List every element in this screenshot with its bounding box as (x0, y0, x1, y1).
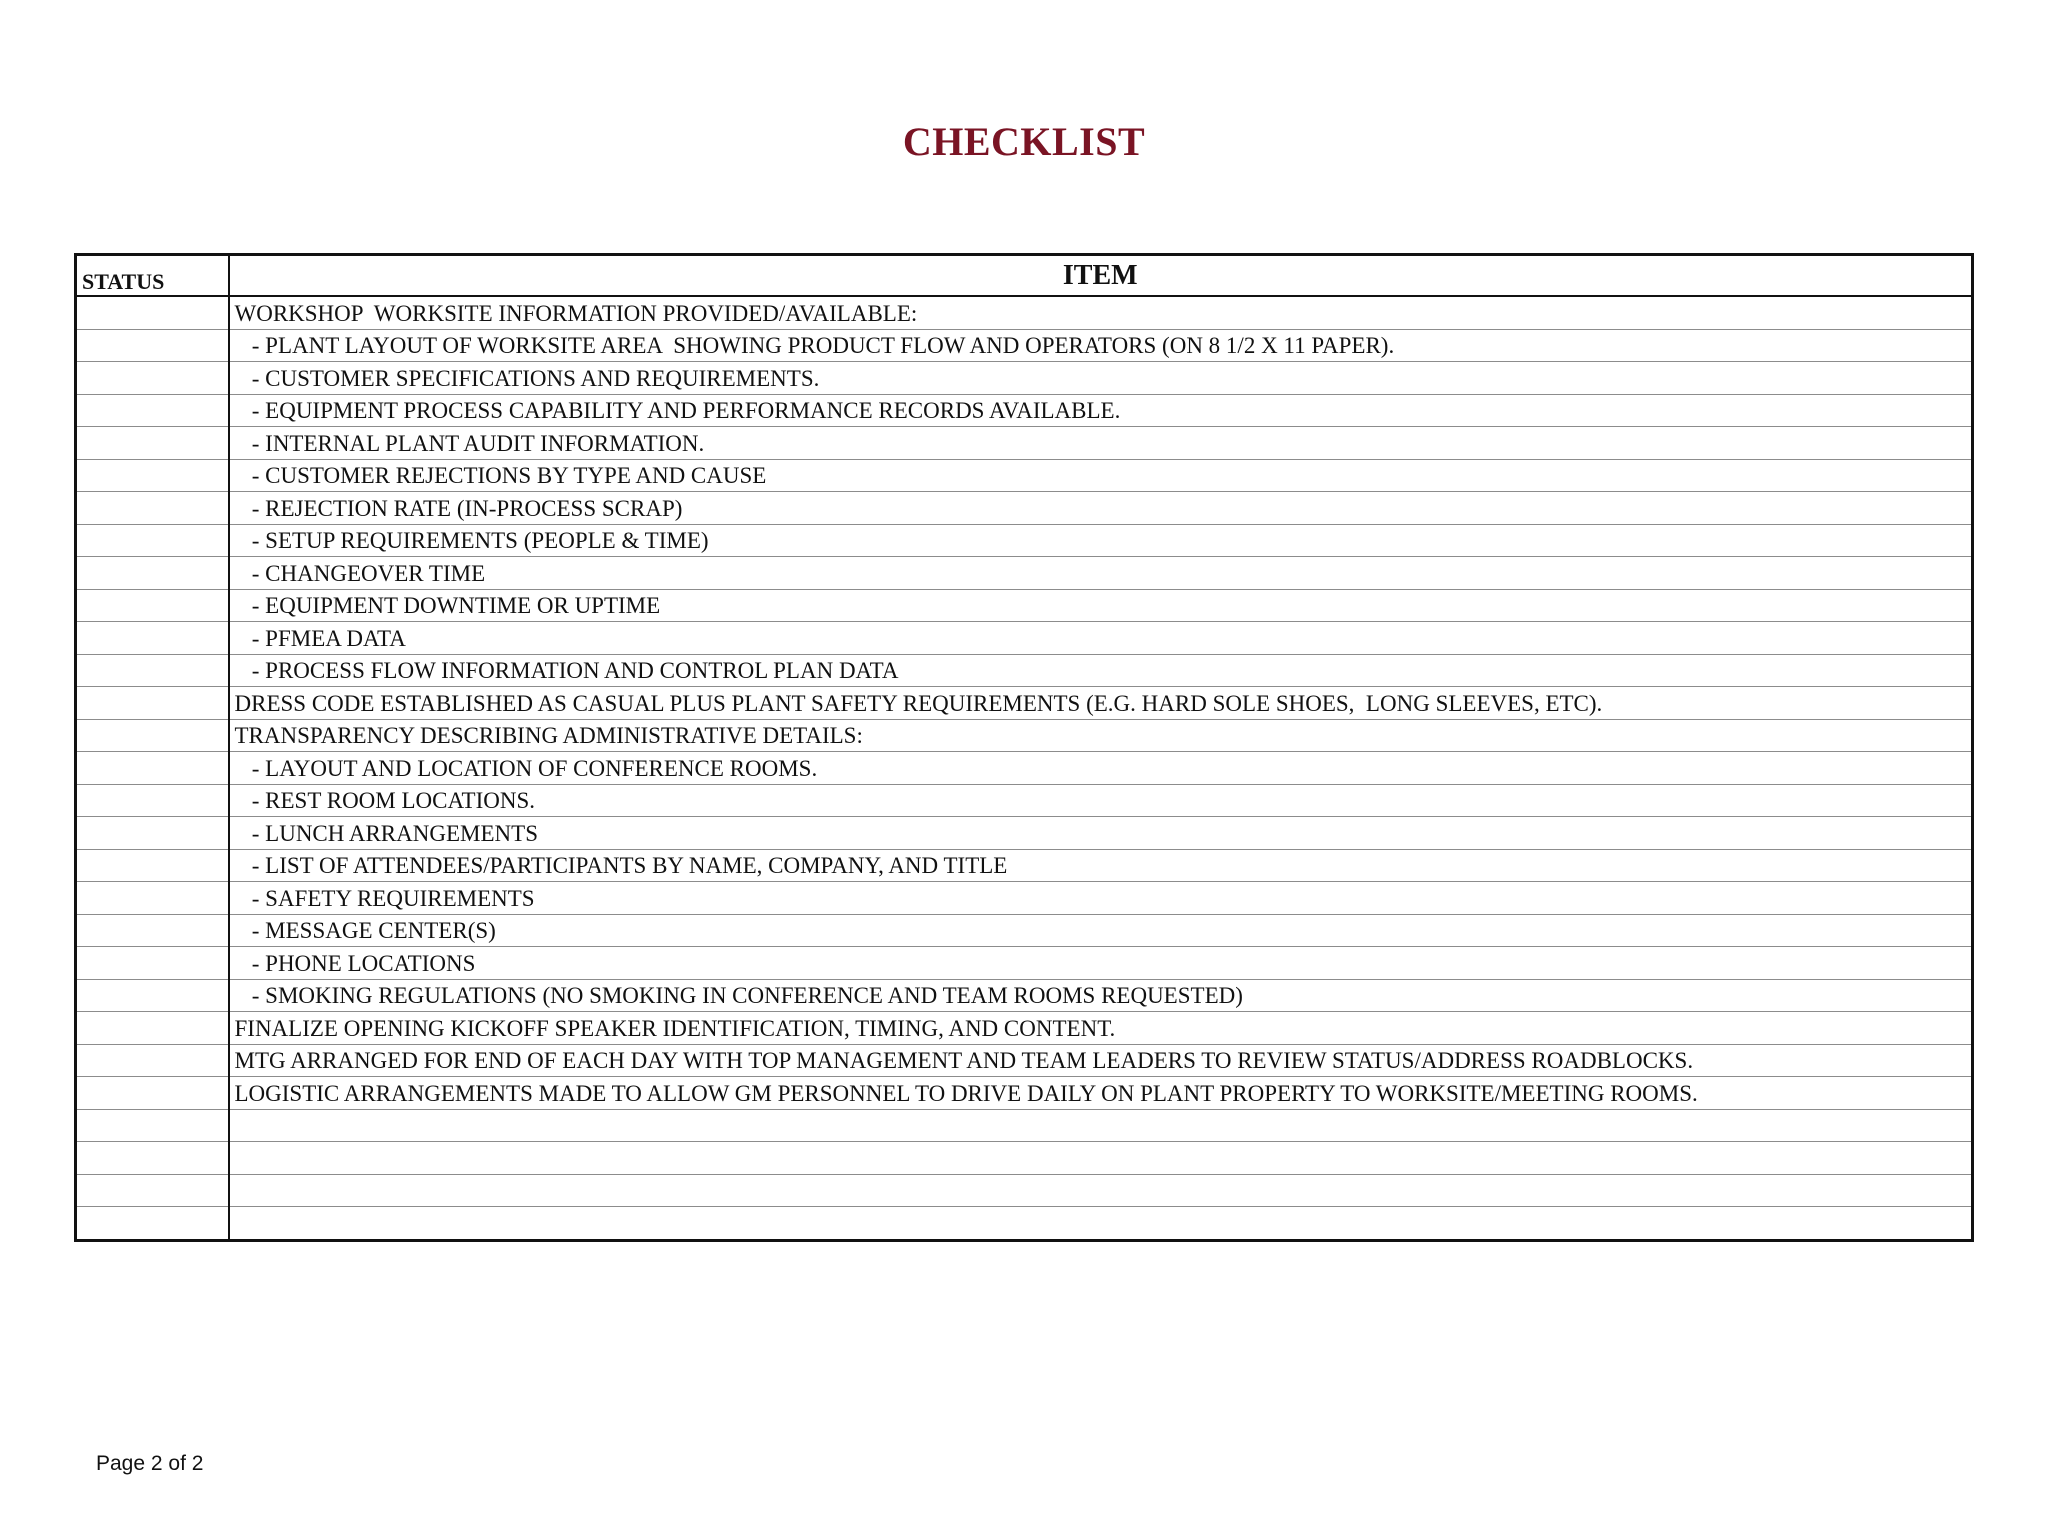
status-cell[interactable] (76, 882, 229, 915)
status-cell[interactable] (76, 1077, 229, 1110)
table-row (76, 622, 1973, 655)
table-row (76, 817, 1973, 850)
status-cell[interactable] (76, 1142, 229, 1175)
item-cell: WORKSHOP WORKSITE INFORMATION PROVIDED/AVAILABLE: (229, 296, 1973, 329)
item-cell: - CUSTOMER REJECTIONS BY TYPE AND CAUSE (229, 459, 1973, 492)
item-cell: - SMOKING REGULATIONS (NO SMOKING IN CONFERENCE AND TEAM ROOMS REQUESTED) (229, 979, 1973, 1012)
table-row (76, 329, 1973, 362)
item-cell: FINALIZE OPENING KICKOFF SPEAKER IDENTIFICATION, TIMING, AND CONTENT. (229, 1012, 1973, 1045)
table-row (76, 1077, 1973, 1110)
table-row (76, 492, 1973, 525)
table-row (76, 1174, 1973, 1207)
item-cell: - PFMEA DATA (229, 622, 1973, 655)
status-cell[interactable] (76, 979, 229, 1012)
status-cell[interactable] (76, 914, 229, 947)
status-cell[interactable] (76, 427, 229, 460)
table-row (76, 1142, 1973, 1175)
table-row (76, 979, 1973, 1012)
status-cell[interactable] (76, 1044, 229, 1077)
item-cell (229, 1174, 1973, 1207)
status-cell[interactable] (76, 1012, 229, 1045)
status-cell[interactable] (76, 296, 229, 329)
status-cell[interactable] (76, 557, 229, 590)
status-cell[interactable] (76, 654, 229, 687)
status-column-header: STATUS (76, 255, 229, 297)
status-cell[interactable] (76, 947, 229, 980)
table-row (76, 654, 1973, 687)
checklist-body (76, 296, 1973, 1240)
status-cell[interactable] (76, 524, 229, 557)
table-row (76, 557, 1973, 590)
item-cell: - REST ROOM LOCATIONS. (229, 784, 1973, 817)
item-cell: - REJECTION RATE (IN-PROCESS SCRAP) (229, 492, 1973, 525)
page-number: Page 2 of 2 (96, 1452, 204, 1475)
table-row (76, 459, 1973, 492)
table-row (76, 394, 1973, 427)
table-row (76, 687, 1973, 720)
item-cell: - PHONE LOCATIONS (229, 947, 1973, 980)
status-cell[interactable] (76, 622, 229, 655)
item-cell: - PLANT LAYOUT OF WORKSITE AREA SHOWING PRODUCT FLOW AND OPERATORS (ON 8 1/2 X 11 PAPER). (229, 329, 1973, 362)
table-row (76, 882, 1973, 915)
item-cell: MTG ARRANGED FOR END OF EACH DAY WITH TOP MANAGEMENT AND TEAM LEADERS TO REVIEW STATUS/ADDRESS ROADBLOCKS. (229, 1044, 1973, 1077)
item-cell: DRESS CODE ESTABLISHED AS CASUAL PLUS PLANT SAFETY REQUIREMENTS (E.G. HARD SOLE SHOES, LONG SLEEVES, ETC). (229, 687, 1973, 720)
item-cell (229, 1109, 1973, 1142)
table-row (76, 1109, 1973, 1142)
status-cell[interactable] (76, 492, 229, 525)
header-row (76, 255, 1973, 297)
item-column-header: ITEM (229, 255, 1973, 297)
item-cell: - MESSAGE CENTER(S) (229, 914, 1973, 947)
status-cell[interactable] (76, 362, 229, 395)
table-row (76, 752, 1973, 785)
table-row (76, 589, 1973, 622)
status-cell[interactable] (76, 1207, 229, 1241)
table-row (76, 784, 1973, 817)
item-cell: - CHANGEOVER TIME (229, 557, 1973, 590)
table-row (76, 947, 1973, 980)
status-cell[interactable] (76, 329, 229, 362)
item-cell: - EQUIPMENT DOWNTIME OR UPTIME (229, 589, 1973, 622)
item-cell (229, 1207, 1973, 1241)
page-title: CHECKLIST (902, 119, 1146, 164)
item-cell: TRANSPARENCY DESCRIBING ADMINISTRATIVE DETAILS: (229, 719, 1973, 752)
table-row (76, 1207, 1973, 1241)
table-row (76, 1044, 1973, 1077)
status-cell[interactable] (76, 687, 229, 720)
status-cell[interactable] (76, 394, 229, 427)
item-cell: LOGISTIC ARRANGEMENTS MADE TO ALLOW GM PERSONNEL TO DRIVE DAILY ON PLANT PROPERTY TO WORKSITE/MEETING ROOMS. (229, 1077, 1973, 1110)
status-cell[interactable] (76, 849, 229, 882)
item-cell: - EQUIPMENT PROCESS CAPABILITY AND PERFORMANCE RECORDS AVAILABLE. (229, 394, 1973, 427)
table-row (76, 296, 1973, 329)
table-row (76, 914, 1973, 947)
checklist-table (74, 253, 1974, 1242)
status-cell[interactable] (76, 719, 229, 752)
status-cell[interactable] (76, 752, 229, 785)
item-cell: - LIST OF ATTENDEES/PARTICIPANTS BY NAME, COMPANY, AND TITLE (229, 849, 1973, 882)
item-cell: - PROCESS FLOW INFORMATION AND CONTROL PLAN DATA (229, 654, 1973, 687)
item-cell: - CUSTOMER SPECIFICATIONS AND REQUIREMENTS. (229, 362, 1973, 395)
item-cell: - LUNCH ARRANGEMENTS (229, 817, 1973, 850)
status-cell[interactable] (76, 589, 229, 622)
item-cell: - SAFETY REQUIREMENTS (229, 882, 1973, 915)
status-cell[interactable] (76, 1174, 229, 1207)
table-row (76, 524, 1973, 557)
item-cell (229, 1142, 1973, 1175)
table-row (76, 719, 1973, 752)
status-cell[interactable] (76, 459, 229, 492)
table-row (76, 1012, 1973, 1045)
item-cell: - LAYOUT AND LOCATION OF CONFERENCE ROOMS. (229, 752, 1973, 785)
table-row (76, 427, 1973, 460)
table-row (76, 362, 1973, 395)
status-cell[interactable] (76, 784, 229, 817)
item-cell: - SETUP REQUIREMENTS (PEOPLE & TIME) (229, 524, 1973, 557)
item-cell: - INTERNAL PLANT AUDIT INFORMATION. (229, 427, 1973, 460)
status-cell[interactable] (76, 1109, 229, 1142)
status-cell[interactable] (76, 817, 229, 850)
table-row (76, 849, 1973, 882)
